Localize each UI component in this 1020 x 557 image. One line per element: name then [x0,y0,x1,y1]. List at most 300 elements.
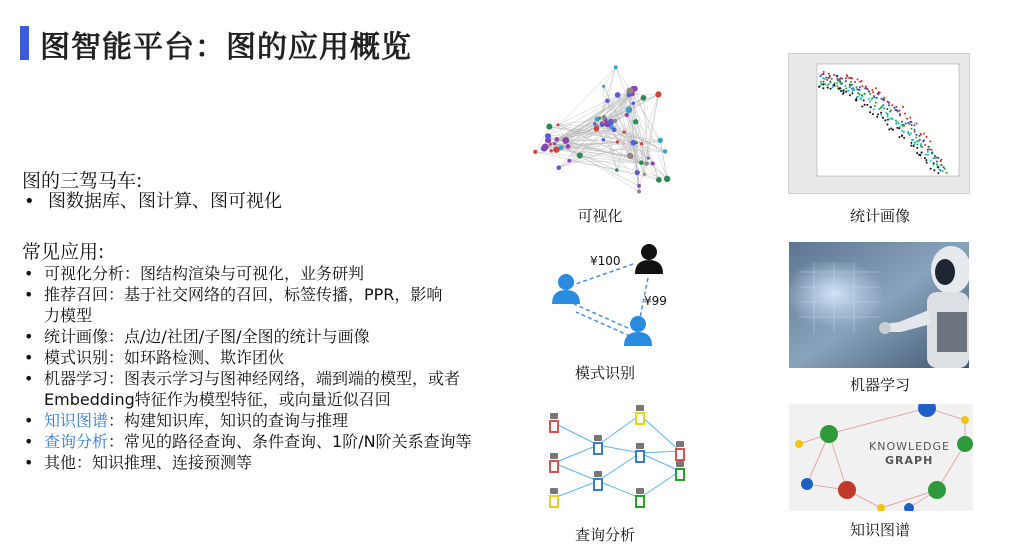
path-node [636,413,644,424]
scatter-point [874,105,876,107]
scatter-point [924,157,926,159]
scatter-point [832,86,834,88]
scatter-point [861,85,863,87]
scatter-point [855,98,857,100]
scatter-point [883,98,885,100]
scatter-point [903,131,905,133]
node-header [550,413,558,419]
scatter-point [935,157,937,159]
graph-node [613,119,617,123]
scatter-point [854,81,856,83]
scatter-point [850,84,852,86]
path-node [550,496,558,507]
scatter-point [890,127,892,129]
graph-node [602,85,605,88]
graph-node [600,122,605,127]
scatter-point [857,96,859,98]
kg-node [795,440,803,448]
scatter-point [872,89,874,91]
path-node [594,479,602,490]
path-edge [640,453,680,471]
graph-node [663,149,667,153]
scatter-point [886,124,888,126]
path-edge [640,451,680,453]
graph-node [637,184,641,188]
scatter-point [940,160,942,162]
scatter-point [898,109,900,111]
kg-node [801,478,813,490]
scatter-point [828,73,830,75]
scatter-point [877,113,879,115]
scatter-point [869,93,871,95]
node-header [636,443,644,449]
item-text: ：常见的路径查询、条件查询、1阶/N阶关系查询等 [108,432,472,451]
scatter-point [929,140,931,142]
scatter-point [875,102,877,104]
path-node [550,461,558,472]
scatter-point [916,143,918,145]
scatter-point [942,170,944,172]
scatter-point [867,88,869,90]
graph-node [625,113,629,117]
scatter-point [907,131,909,133]
scatter-point [926,136,928,138]
scatter-point [921,151,923,153]
scatter-point [839,82,841,84]
graph-node [566,144,571,149]
graph-node [655,91,661,97]
machine-learning-image [789,242,969,368]
scatter-point [901,135,903,137]
scatter-point [911,128,913,130]
list-item [22,452,484,473]
scatter-point [845,91,847,93]
person-icon [552,274,580,304]
scatter-point [845,87,847,89]
kg-node [961,416,969,424]
troika-heading: 图的三驾马车: [22,170,143,192]
scatter-point [866,104,868,106]
scatter-point [915,134,917,136]
scatter-point [914,131,916,133]
scatter-point [833,74,835,76]
scatter-point [887,101,889,103]
scatter-point [923,139,925,141]
scatter-point [919,135,921,137]
scatter-point [937,157,939,159]
scatter-point [840,90,842,92]
kg-label: KNOWLEDGE [869,440,950,453]
graph-node [602,115,607,120]
edge-line [574,304,628,328]
scatter-point [839,87,841,89]
knowledge-graph-image [789,404,973,511]
scatter-point [916,152,918,154]
scatter-point [934,155,936,157]
scatter-point [898,122,900,124]
graph-node [556,165,561,170]
graph-node [647,157,650,160]
scatter-point [890,109,892,111]
scatter-point [833,85,835,87]
graph-node [602,138,606,142]
scatter-point [895,106,897,108]
statistics-image [788,53,970,194]
scatter-point [910,121,912,123]
scatter-point [905,123,907,125]
item-key: 查询分析 [44,432,109,451]
scatter-point [824,78,826,80]
scatter-point [887,119,889,121]
knowledge-graph-illustration [789,404,973,511]
caption-statistics: 统计画像 [849,207,910,225]
scatter-point [859,86,861,88]
scatter-point [826,79,828,81]
graph-node [614,65,618,69]
graph-node [632,102,636,106]
list-item [22,326,484,347]
person-icon [635,244,663,274]
scatter-point [826,84,828,86]
scatter-point [853,89,855,91]
scatter-point [873,108,875,110]
scatter-point [876,116,878,118]
scatter-point [883,107,885,109]
scatter-point [936,163,938,165]
scatter-point [863,99,865,101]
scatter-point [869,101,871,103]
scatter-point [910,142,912,144]
node-header [550,453,558,459]
path-node [636,496,644,507]
scatter-point [931,153,933,155]
scatter-point [909,134,911,136]
scatter-point [836,76,838,78]
troika-list [22,191,482,213]
scatter-point [913,145,915,147]
graph-node [605,99,610,104]
scatter-point [844,85,846,87]
scatter-point [860,98,862,100]
scatter-point [868,98,870,100]
scatter-point [916,147,918,149]
scatter-point [864,104,866,106]
graph-node [627,93,631,97]
scatter-point [895,123,897,125]
scatter-point [913,124,915,126]
graph-node [615,168,619,172]
graph-node [626,107,633,114]
scatter-point [841,82,843,84]
scatter-point [910,132,912,134]
scatter-point [921,146,923,148]
item-text: 其他：知识推理、连接预测等 [44,453,253,472]
graph-node [622,130,625,133]
graph-node [542,143,549,150]
scatter-point [891,117,893,119]
item-text: ：构建知识库，知识的查询与推理 [108,411,349,430]
path-node [550,421,558,432]
scatter-point [897,111,899,113]
scatter-point [849,86,851,88]
item-text: 统计画像：点/边/社团/子图/全图的统计与画像 [44,327,370,346]
path-edge [554,463,598,481]
scatter-point [870,106,872,108]
scatter-point [933,169,935,171]
item-text: 机器学习：图表示学习与图神经网络，端到端的模型，或者Embedding特征作为模型特征，或向量近似召回 [44,369,461,409]
scatter-point [925,154,927,156]
scatter-point [846,75,848,77]
scatter-point [864,93,866,95]
item-text: 可视化分析：图结构渲染与可视化，业务研判 [44,264,365,283]
scatter-point [834,82,836,84]
scatter-point [836,85,838,87]
graph-node [656,177,662,183]
graph-node [612,127,617,132]
scatter-point [861,95,863,97]
path-edge [598,453,640,481]
scatter-point [881,106,883,108]
scatter-point [915,137,917,139]
list-item [22,410,484,431]
path-node [676,469,684,480]
scatter-point [857,79,859,81]
scatter-point [940,164,942,166]
scatter-point [901,124,903,126]
kg-node [838,481,856,499]
edge-line [576,312,630,336]
scatter-point [831,78,833,80]
scatter-point [829,76,831,78]
scatter-point [891,104,893,106]
scatter-point [825,76,827,78]
scatter-point [927,146,929,148]
scatter-point [923,133,925,135]
graph-node [639,160,644,165]
path-node [636,451,644,462]
graph-node [562,137,569,144]
list-item [22,263,484,284]
scatter-point [875,87,877,89]
scatter-point [836,82,838,84]
graph-node [549,143,552,146]
node-header [636,488,644,494]
path-edge [640,471,680,498]
scatter-point [927,149,929,151]
scatter-point [861,105,863,107]
graph-node [567,159,571,163]
scatter-point [888,128,890,130]
scatter-point [939,169,941,171]
scatter-point [898,127,900,129]
node-header [594,435,602,441]
graph-node [556,123,559,126]
graph-node [615,92,621,98]
graph-node [549,149,552,152]
scatter-point [856,86,858,88]
kg-node [928,481,946,499]
graph-node [533,150,537,154]
page-title: 图智能平台：图的应用概览 [40,30,412,65]
scatter-point [884,119,886,121]
graph-node [545,133,551,139]
scatter-point [823,71,825,73]
list-item [22,368,484,410]
scatter-point [878,91,880,93]
graph-node [577,152,583,158]
scatter-point [930,160,932,162]
scatter-point [927,151,929,153]
scatter-point [841,78,843,80]
list-item: • 图数据库、图计算、图可视化 [22,191,482,213]
scatter-point [869,111,871,113]
kg-node [877,504,885,511]
scatter-point [822,83,824,85]
graph-node [627,153,633,159]
scatter-point [820,81,822,83]
graph-node [616,140,619,143]
scatter-point [847,90,849,92]
caption-visualization: 可视化 [577,207,623,225]
scatter-point [911,139,913,141]
caption-query: 查询分析 [574,526,635,544]
scatter-point [901,121,903,123]
scatter-point [925,159,927,161]
scatter-point [908,123,910,125]
scatter-point [886,108,888,110]
kg-node [957,436,973,452]
graph-node [658,138,663,143]
graph-node [635,170,640,175]
node-header [636,405,644,411]
scatter-point [898,136,900,138]
scatter-point [887,115,889,117]
scatter-point [842,90,844,92]
scatter-point [845,77,847,79]
scatter-point [919,139,921,141]
scatter-point [937,172,939,174]
scatter-point [837,79,839,81]
scatter-point [878,108,880,110]
scatter-point [911,124,913,126]
item-key: 知识图谱 [44,411,109,430]
scatter-point [851,78,853,80]
scatter-point [920,144,922,146]
scatter-point [914,142,916,144]
graph-node [594,126,599,131]
path-edge [598,481,640,498]
scatter-point [933,162,935,164]
kg-node [820,425,838,443]
path-edge [554,481,598,498]
scatter-point [823,81,825,83]
scatter-point [818,86,820,88]
path-query-diagram [540,403,700,518]
scatter-point [823,73,825,75]
path-edge [598,415,640,445]
graph-node [644,162,648,166]
kg-node [904,503,914,511]
scatter-point [859,81,861,83]
network-graph-image [512,48,690,198]
scatter-point [924,144,926,146]
graph-node [643,173,646,176]
scatter-point [936,160,938,162]
list-item [22,347,484,368]
item-text: 推荐召回：基于社交网络的召回，标签传播，PPR，影响力模型 [44,285,443,325]
scatter-point [872,113,874,115]
graph-node [633,119,638,124]
scatter-point [931,149,933,151]
graph-node [595,117,600,122]
node-header [550,488,558,494]
scatter-point [843,92,845,94]
scatter-point [851,92,853,94]
scatter-point [874,97,876,99]
scatter-point [857,92,859,94]
scatter-point [885,112,887,114]
scatter-point [906,118,908,120]
scatter-point [880,112,882,114]
graph-node [637,190,641,194]
scatter-point [918,154,920,156]
scatter-point [868,91,870,93]
node-header [676,441,684,447]
scatter-point [882,104,884,106]
kg-label: GRAPH [885,454,934,467]
scatter-point [845,80,847,82]
scatter-point [892,129,894,131]
caption-kg: 知识图谱 [849,521,910,539]
graph-node [546,124,552,130]
list-item [22,284,484,326]
caption-pattern: 模式识别 [574,364,635,382]
scatter-point [927,154,929,156]
common-list [22,263,484,473]
scatter-point [896,127,898,129]
scatter-point [944,168,946,170]
graph-node [553,142,556,145]
scatter-point [899,114,901,116]
scatter-point [877,93,879,95]
graph-node [641,95,647,101]
kg-node [918,404,936,417]
query-diagram [540,403,700,518]
graph-node [555,137,560,142]
scatter-point [904,113,906,115]
scatter-point [827,87,829,89]
path-node [676,449,684,460]
scatter-point [872,91,874,93]
graph-node [553,146,559,152]
scatter-point [946,172,948,174]
graph-node [626,87,633,94]
scatter-point [864,87,866,89]
scatter-point [903,137,905,139]
kg-edge [829,408,927,434]
path-edge [554,423,598,445]
graph-node [651,161,655,165]
item-text: 模式识别：如环路检测、欺诈团伙 [44,348,285,367]
title-accent-bar [20,26,29,60]
scatter-point [871,99,873,101]
path-node [594,443,602,454]
scatter-point [893,107,895,109]
scatter-point [822,87,824,89]
scatter-point [888,104,890,106]
person-icon [624,316,652,346]
scatter-point [889,118,891,120]
